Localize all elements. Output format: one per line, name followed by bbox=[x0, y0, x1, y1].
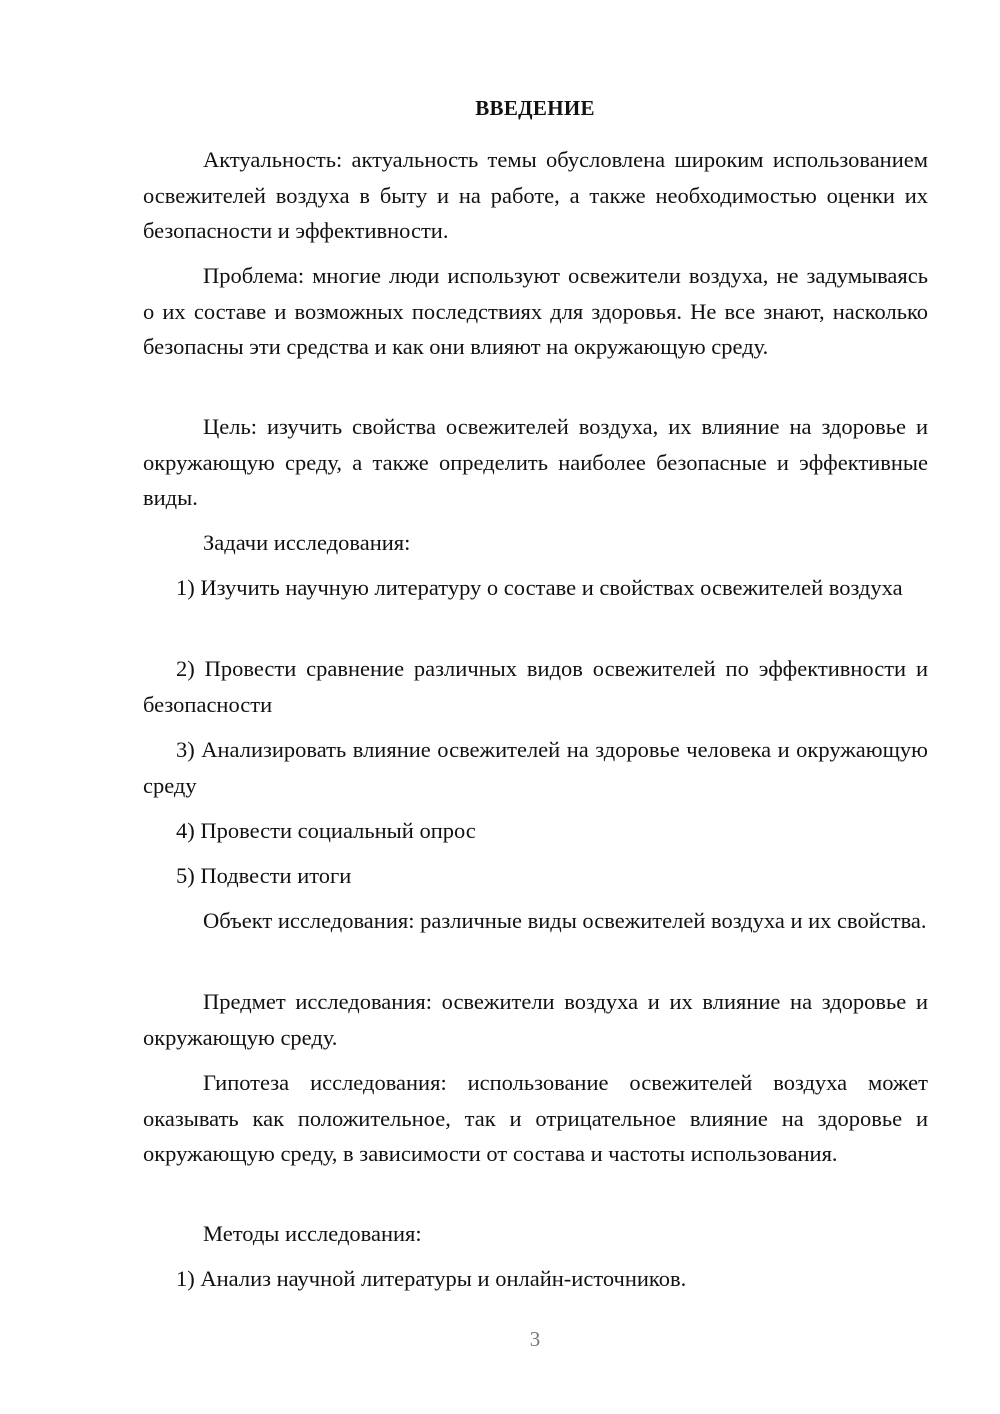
task-item-4: 4) Провести социальный опрос bbox=[176, 818, 476, 843]
task-item-5: 5) Подвести итоги bbox=[176, 863, 352, 888]
task-item-2: 2) Провести сравнение различных видов освежителей по эффективности и безопасности bbox=[143, 656, 928, 717]
page-title: ВВЕДЕНИЕ bbox=[475, 96, 595, 120]
methods-heading: Методы исследования: bbox=[203, 1221, 422, 1246]
paragraph-goal: Цель: изучить свойства освежителей воздуха, их влияние на здоровье и окружающую среду, а также определить наиболее безопасные и эффективные виды. bbox=[143, 414, 928, 510]
paragraph-object: Объект исследования: различные виды освежителей воздуха и их свойства. bbox=[203, 908, 927, 933]
task-item-1: 1) Изучить научную литературу о составе и свойствах освежителей воздуха bbox=[176, 575, 903, 600]
paragraph-subject: Предмет исследования: освежители воздуха и их влияние на здоровье и окружающую среду. bbox=[143, 989, 928, 1050]
tasks-heading: Задачи исследования: bbox=[203, 530, 411, 555]
paragraph-relevance: Актуальность: актуальность темы обусловлена широким использованием освежителей воздуха в быту и на работе, а также необходимостью оценки их безопасности и эффективности. bbox=[143, 147, 928, 243]
paragraph-problem: Проблема: многие люди используют освежители воздуха, не задумываясь о их составе и возможных последствиях для здоровья. Не все знают, насколько безопасны эти средства и как они влияют на окружающую среду. bbox=[143, 263, 928, 359]
method-item-1: 1) Анализ научной литературы и онлайн-источников. bbox=[176, 1266, 687, 1291]
task-item-3: 3) Анализировать влияние освежителей на здоровье человека и окружающую среду bbox=[143, 737, 928, 798]
page-number: 3 bbox=[529, 1327, 541, 1351]
paragraph-hypothesis: Гипотеза исследования: использование освежителей воздуха может оказывать как положительное, так и отрицательное влияние на здоровье и окружающую среду, в зависимости от состава и частоты использования. bbox=[143, 1070, 928, 1166]
